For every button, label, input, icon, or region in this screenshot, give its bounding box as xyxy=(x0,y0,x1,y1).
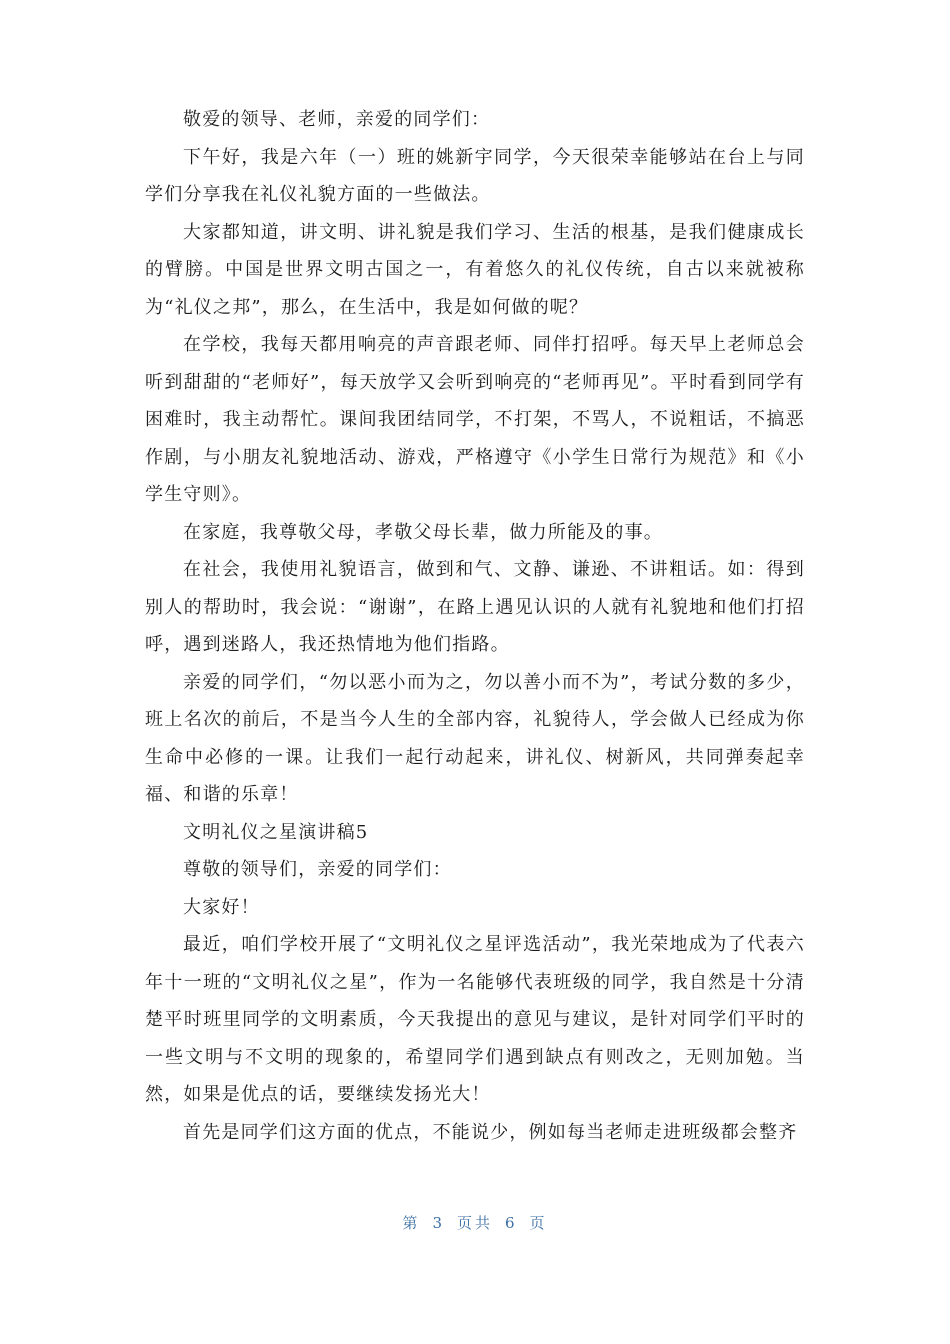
page-label-suffix: 页 xyxy=(529,1214,548,1232)
paragraph: 首先是同学们这方面的优点，不能说少，例如每当老师走进班级都会整齐 xyxy=(183,1121,798,1143)
page-label-mid: 页共 xyxy=(456,1214,493,1232)
document-body xyxy=(145,101,805,1151)
paragraph: 大家都知道，讲文明、讲礼貌是我们学习、生活的根基，是我们健康成长的臂膀。中国是世界文明古国之一，有着悠久的礼仪传统，自古以来就被称为“礼仪之邦”，那么，在生活中，我是如何做的呢？ xyxy=(145,221,805,318)
paragraph-greeting: 敬爱的领导、老师，亲爱的同学们： xyxy=(183,109,491,130)
page-label-prefix: 第 xyxy=(402,1214,421,1232)
paragraph: 最近，咱们学校开展了“文明礼仪之星评选活动”，我光荣地成为了代表六年十一班的“文明礼仪之星”，作为一名能够代表班级的同学，我自然是十分清楚平时班里同学的文明素质，今天我提出的意见与建议，是针对同学们平时的一些文明与不文明的现象的，希望同学们遇到缺点有则改之，无则加勉。当然，如果是优点的话，要继续发扬光大！ xyxy=(145,934,805,1105)
page-footer xyxy=(0,1212,950,1233)
section-title: 文明礼仪之星演讲稿5 xyxy=(183,821,369,843)
paragraph: 大家好！ xyxy=(183,896,260,918)
paragraph: 在社会，我使用礼貌语言，做到和气、文静、谦逊、不讲粗话。如：得到别人的帮助时，我会说：“谢谢”，在路上遇见认识的人就有礼貌地和他们打招呼，遇到迷路人，我还热情地为他们指路。 xyxy=(145,559,805,655)
total-pages-number: 6 xyxy=(505,1214,518,1232)
paragraph-greeting: 尊敬的领导们，亲爱的同学们： xyxy=(183,859,452,880)
current-page-number: 3 xyxy=(432,1214,445,1232)
paragraph-intro: 下午好，我是六年（一）班的姚新宇同学，今天很荣幸能够站在台上与同学们分享我在礼仪礼貌方面的一些做法。 xyxy=(145,146,805,205)
paragraph: 在家庭，我尊敬父母，孝敬父母长辈，做力所能及的事。 xyxy=(183,521,663,543)
paragraph: 在学校，我每天都用响亮的声音跟老师、同伴打招呼。每天早上老师总会听到甜甜的“老师好”，每天放学又会听到响亮的“老师再见”。平时看到同学有困难时，我主动帮忙。课间我团结同学，不打架，不骂人，不说粗话，不搞恶作剧，与小朋友礼貌地活动、游戏，严格遵守《小学生日常行为规范》和《小学生守则》。 xyxy=(145,334,805,505)
paragraph: 亲爱的同学们，“勿以恶小而为之，勿以善小而不为”，考试分数的多少，班上名次的前后，不是当今人生的全部内容，礼貌待人，学会做人已经成为你生命中必修的一课。让我们一起行动起来，讲礼仪、树新风，共同弹奏起幸福、和谐的乐章！ xyxy=(145,671,805,805)
